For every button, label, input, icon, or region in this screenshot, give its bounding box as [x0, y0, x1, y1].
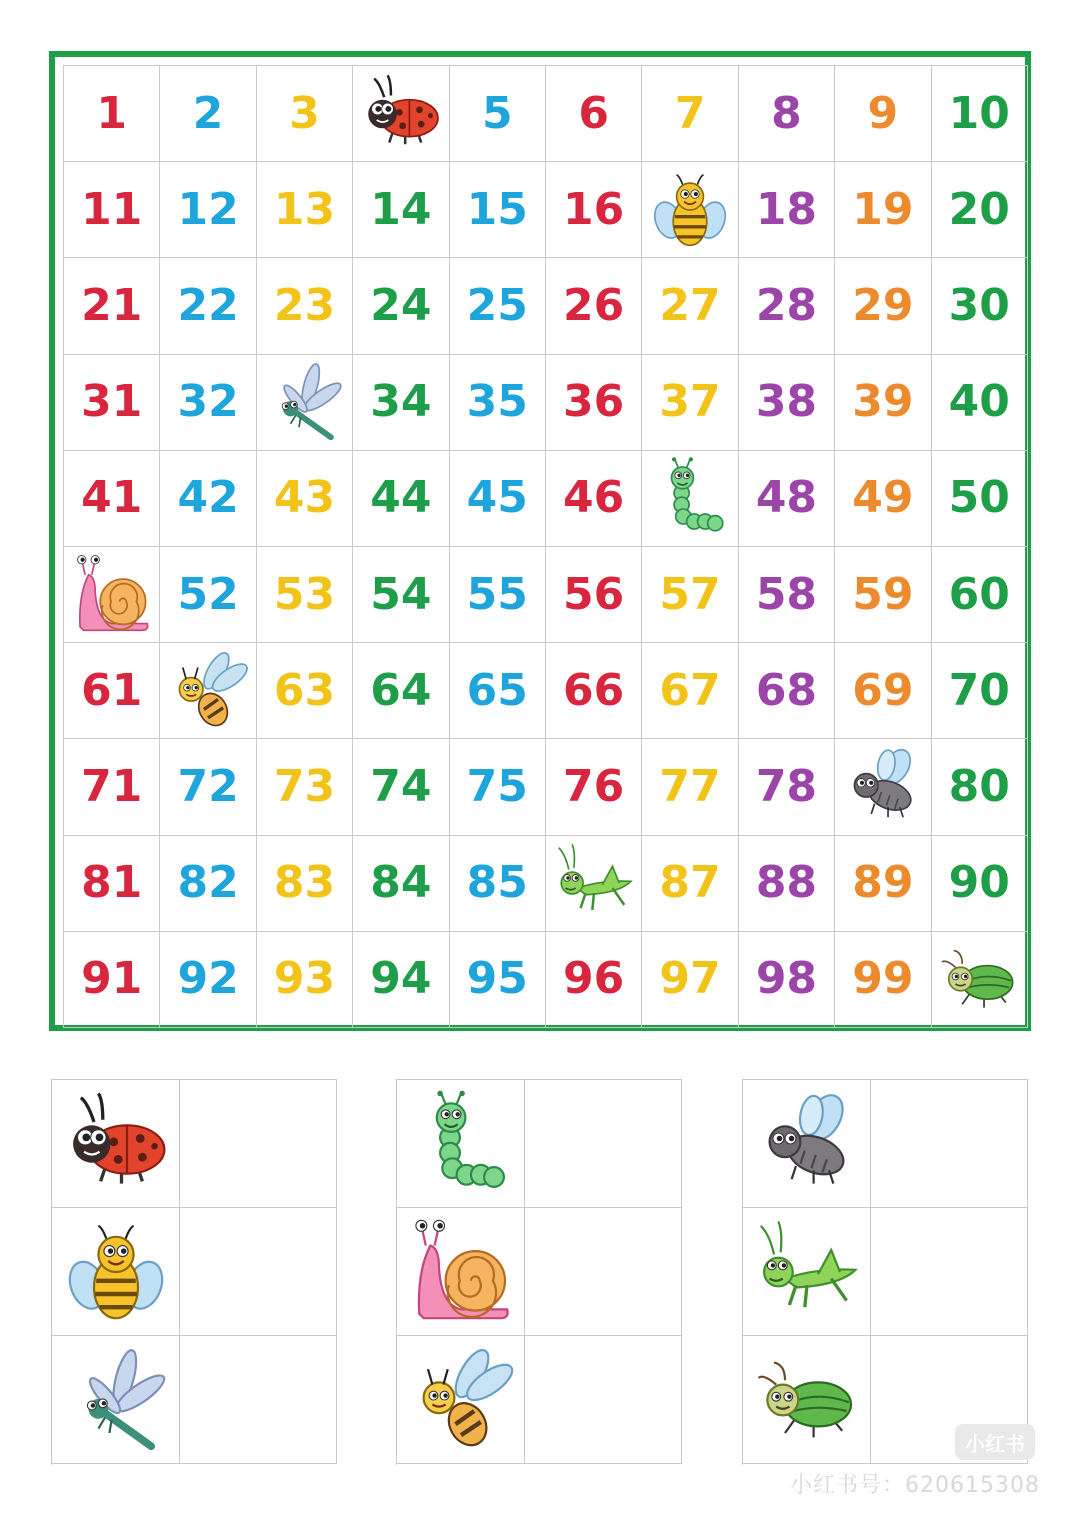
cell-number: 26 — [563, 279, 625, 331]
grid-cell-number — [353, 451, 449, 547]
grid-cell-bug — [353, 66, 449, 162]
answer-blank-cell[interactable] — [180, 1208, 337, 1336]
snail-icon — [406, 1217, 516, 1327]
cell-number: 7 — [674, 87, 706, 139]
cell-number: 37 — [659, 376, 721, 428]
grid-cell-number — [64, 66, 160, 162]
grid-cell-number — [160, 355, 256, 451]
grid-cell-number — [257, 836, 353, 932]
cell-number: 32 — [177, 376, 239, 428]
grid-cell-number — [257, 258, 353, 354]
grid-cell-number — [642, 547, 738, 643]
cell-number: 48 — [755, 472, 818, 524]
grid-cell-number — [450, 66, 546, 162]
cell-number: 21 — [81, 279, 143, 331]
cell-number: 53 — [273, 568, 336, 620]
grid-cell-number — [932, 836, 1028, 932]
grid-cell-number — [64, 451, 160, 547]
grid-cell-number — [160, 258, 256, 354]
grid-cell-bug — [160, 643, 256, 739]
grid-cell-number — [835, 547, 931, 643]
cell-number: 25 — [466, 279, 528, 331]
grid-cell-bug — [257, 355, 353, 451]
cell-number: 65 — [466, 664, 528, 716]
grid-cell-number — [835, 643, 931, 739]
grid-cell-number — [160, 162, 256, 258]
cell-number: 38 — [755, 376, 818, 428]
grid-cell-number — [546, 355, 642, 451]
cell-number: 94 — [370, 953, 432, 1005]
answer-bug-cell — [397, 1336, 525, 1464]
cell-number: 87 — [659, 857, 721, 909]
cell-number: 50 — [948, 472, 1010, 524]
grid-cell-bug — [835, 739, 931, 835]
grid-cell-bug — [546, 836, 642, 932]
grid-cell-number — [353, 355, 449, 451]
answer-bug-cell — [52, 1336, 180, 1464]
cell-number: 61 — [81, 664, 143, 716]
answer-blank-cell[interactable] — [871, 1208, 1028, 1336]
grid-cell-number — [257, 739, 353, 835]
grid-cell-number — [546, 66, 642, 162]
grid-cell-number — [739, 162, 835, 258]
grid-cell-number — [932, 739, 1028, 835]
cell-number: 81 — [81, 857, 143, 909]
answer-bug-cell — [743, 1336, 871, 1464]
cell-number: 46 — [563, 472, 625, 524]
grid-cell-number — [835, 836, 931, 932]
cell-number: 80 — [948, 760, 1010, 812]
grid-cell-number — [546, 932, 642, 1028]
grid-cell-number — [64, 836, 160, 932]
grid-cell-number — [160, 836, 256, 932]
answer-bug-cell — [52, 1208, 180, 1336]
grid-cell-number — [932, 355, 1028, 451]
wasp-icon — [166, 649, 250, 733]
caterpillar-icon — [406, 1089, 516, 1199]
answer-table-2 — [396, 1079, 682, 1465]
cell-number: 20 — [948, 183, 1010, 235]
grid-cell-number — [257, 547, 353, 643]
grid-cell-number — [64, 643, 160, 739]
dragonfly-icon — [61, 1345, 171, 1455]
cell-number: 91 — [81, 953, 143, 1005]
grid-cell-number — [932, 451, 1028, 547]
grid-cell-number — [353, 932, 449, 1028]
grid-cell-number — [642, 355, 738, 451]
grid-cell-number — [932, 547, 1028, 643]
cell-number: 73 — [273, 760, 336, 812]
beetle-icon — [752, 1345, 862, 1455]
grid-cell-number — [64, 162, 160, 258]
grid-cell-number — [450, 932, 546, 1028]
grid-cell-number — [64, 739, 160, 835]
grid-cell-number — [160, 547, 256, 643]
grid-cell-number — [546, 643, 642, 739]
beetle-icon — [937, 937, 1021, 1021]
grid-cell-number — [739, 739, 835, 835]
grid-cell-number — [642, 836, 738, 932]
grid-cell-number — [353, 162, 449, 258]
bee-icon — [61, 1217, 171, 1327]
grid-cell-number — [642, 643, 738, 739]
cell-number: 30 — [948, 279, 1010, 331]
answer-table-3 — [742, 1079, 1028, 1465]
grid-cell-number — [64, 355, 160, 451]
answer-blank-cell[interactable] — [180, 1080, 337, 1208]
grid-cell-bug — [64, 547, 160, 643]
cell-number: 89 — [852, 857, 914, 909]
cell-number: 82 — [177, 857, 239, 909]
cell-number: 56 — [563, 568, 625, 620]
grid-cell-bug — [642, 162, 738, 258]
grid-cell-number — [160, 932, 256, 1028]
grid-cell-number — [450, 258, 546, 354]
cell-number: 60 — [948, 568, 1010, 620]
cell-number: 12 — [177, 183, 239, 235]
grid-cell-number — [642, 932, 738, 1028]
grid-cell-number — [932, 258, 1028, 354]
grid-cell-number — [450, 355, 546, 451]
grid-cell-number — [835, 258, 931, 354]
wasp-icon — [406, 1345, 516, 1455]
cell-number: 45 — [466, 472, 528, 524]
grid-cell-number — [932, 643, 1028, 739]
cell-number: 35 — [466, 376, 528, 428]
grid-cell-number — [257, 66, 353, 162]
grid-cell-number — [739, 547, 835, 643]
cell-number: 18 — [755, 183, 818, 235]
grid-cell-number — [160, 451, 256, 547]
grid-cell-number — [739, 643, 835, 739]
cell-number: 15 — [466, 183, 528, 235]
cell-number: 3 — [289, 87, 320, 139]
hundred-chart — [49, 51, 1031, 1031]
grid-cell-number — [835, 451, 931, 547]
grid-cell-number — [739, 451, 835, 547]
answer-blank-cell[interactable] — [525, 1336, 682, 1464]
grid-cell-number — [450, 547, 546, 643]
cell-number: 59 — [852, 568, 914, 620]
grid-cell-number — [835, 355, 931, 451]
answer-blank-cell[interactable] — [525, 1080, 682, 1208]
grasshopper-icon — [752, 1217, 862, 1327]
grid-cell-number — [64, 932, 160, 1028]
cell-number: 75 — [466, 760, 528, 812]
answer-blank-cell[interactable] — [180, 1336, 337, 1464]
cell-number: 74 — [370, 760, 432, 812]
cell-number: 99 — [852, 953, 914, 1005]
watermark-text: 小红书号：620615308 — [790, 1473, 1040, 1498]
grid-cell-number — [450, 451, 546, 547]
answer-bug-cell — [397, 1208, 525, 1336]
cell-number: 40 — [948, 376, 1010, 428]
bee-icon — [648, 168, 732, 252]
grid-cell-number — [353, 258, 449, 354]
cell-number: 63 — [273, 664, 336, 716]
grid-cell-number — [739, 66, 835, 162]
grasshopper-icon — [552, 841, 636, 925]
grid-cell-number — [450, 162, 546, 258]
caterpillar-icon — [648, 456, 732, 540]
cell-number: 29 — [852, 279, 914, 331]
grid-cell-number — [642, 739, 738, 835]
grid-cell-number — [257, 643, 353, 739]
answer-blank-cell[interactable] — [871, 1080, 1028, 1208]
cell-number: 39 — [852, 376, 914, 428]
cell-number: 8 — [771, 87, 802, 139]
dragonfly-icon — [262, 360, 346, 444]
cell-number: 13 — [273, 183, 336, 235]
grid-cell-number — [546, 258, 642, 354]
cell-number: 83 — [273, 857, 336, 909]
cell-number: 97 — [659, 953, 721, 1005]
grid-cell-number — [642, 66, 738, 162]
grid-cell-bug — [932, 932, 1028, 1028]
cell-number: 96 — [563, 953, 625, 1005]
grid-cell-number — [160, 739, 256, 835]
cell-number: 76 — [563, 760, 625, 812]
cell-number: 77 — [659, 760, 721, 812]
fly-icon — [752, 1089, 862, 1199]
cell-number: 31 — [81, 376, 143, 428]
grid-cell-number — [257, 932, 353, 1028]
grid-cell-number — [739, 836, 835, 932]
cell-number: 24 — [370, 279, 432, 331]
answer-bug-cell — [52, 1080, 180, 1208]
cell-number: 52 — [177, 568, 239, 620]
cell-number: 9 — [867, 87, 899, 139]
answer-bug-cell — [397, 1080, 525, 1208]
cell-number: 93 — [273, 953, 336, 1005]
cell-number: 98 — [755, 953, 818, 1005]
answer-bug-cell — [743, 1080, 871, 1208]
cell-number: 85 — [466, 857, 528, 909]
cell-number: 42 — [177, 472, 239, 524]
cell-number: 84 — [370, 857, 432, 909]
cell-number: 27 — [659, 279, 721, 331]
cell-number: 49 — [852, 472, 914, 524]
fly-icon — [841, 745, 925, 829]
number-grid — [63, 65, 1028, 1028]
grid-cell-number — [450, 643, 546, 739]
grid-cell-number — [835, 162, 931, 258]
grid-cell-number — [257, 162, 353, 258]
cell-number: 16 — [563, 183, 625, 235]
cell-number: 44 — [370, 472, 432, 524]
cell-number: 22 — [177, 279, 239, 331]
grid-cell-number — [739, 258, 835, 354]
ladybug-icon — [359, 72, 443, 156]
cell-number: 1 — [96, 87, 127, 139]
grid-cell-number — [642, 258, 738, 354]
cell-number: 95 — [466, 953, 528, 1005]
grid-cell-number — [353, 836, 449, 932]
grid-cell-number — [353, 739, 449, 835]
grid-cell-number — [932, 162, 1028, 258]
cell-number: 68 — [755, 664, 818, 716]
cell-number: 58 — [755, 568, 818, 620]
grid-cell-number — [450, 739, 546, 835]
cell-number: 78 — [755, 760, 818, 812]
grid-cell-number — [835, 66, 931, 162]
grid-cell-number — [64, 258, 160, 354]
answer-bug-cell — [743, 1208, 871, 1336]
grid-cell-number — [739, 932, 835, 1028]
cell-number: 69 — [852, 664, 914, 716]
cell-number: 14 — [370, 183, 432, 235]
grid-cell-number — [546, 547, 642, 643]
grid-cell-number — [546, 451, 642, 547]
cell-number: 19 — [852, 183, 914, 235]
snail-icon — [70, 553, 154, 637]
grid-cell-number — [835, 932, 931, 1028]
cell-number: 92 — [177, 953, 239, 1005]
answer-blank-cell[interactable] — [525, 1208, 682, 1336]
cell-number: 54 — [370, 568, 432, 620]
cell-number: 90 — [948, 857, 1010, 909]
cell-number: 55 — [466, 568, 528, 620]
cell-number: 71 — [81, 760, 143, 812]
cell-number: 5 — [481, 87, 513, 139]
cell-number: 23 — [273, 279, 336, 331]
cell-number: 64 — [370, 664, 432, 716]
cell-number: 2 — [192, 87, 224, 139]
grid-cell-bug — [642, 451, 738, 547]
cell-number: 11 — [81, 183, 143, 235]
cell-number: 28 — [755, 279, 818, 331]
grid-cell-number — [546, 162, 642, 258]
grid-cell-number — [160, 66, 256, 162]
cell-number: 66 — [563, 664, 625, 716]
cell-number: 88 — [755, 857, 818, 909]
cell-number: 70 — [948, 664, 1010, 716]
grid-cell-number — [353, 547, 449, 643]
cell-number: 43 — [273, 472, 336, 524]
cell-number: 67 — [659, 664, 721, 716]
ladybug-icon — [61, 1089, 171, 1199]
cell-number: 41 — [81, 472, 143, 524]
watermark-logo: 小红书 — [955, 1424, 1035, 1460]
grid-cell-number — [353, 643, 449, 739]
cell-number: 6 — [578, 87, 609, 139]
grid-cell-number — [257, 451, 353, 547]
cell-number: 10 — [948, 87, 1010, 139]
cell-number: 72 — [177, 760, 239, 812]
cell-number: 36 — [563, 376, 625, 428]
grid-cell-number — [739, 355, 835, 451]
grid-cell-number — [546, 739, 642, 835]
cell-number: 34 — [370, 376, 432, 428]
answer-table-1 — [51, 1079, 337, 1465]
grid-cell-number — [932, 66, 1028, 162]
cell-number: 57 — [659, 568, 721, 620]
grid-cell-number — [450, 836, 546, 932]
